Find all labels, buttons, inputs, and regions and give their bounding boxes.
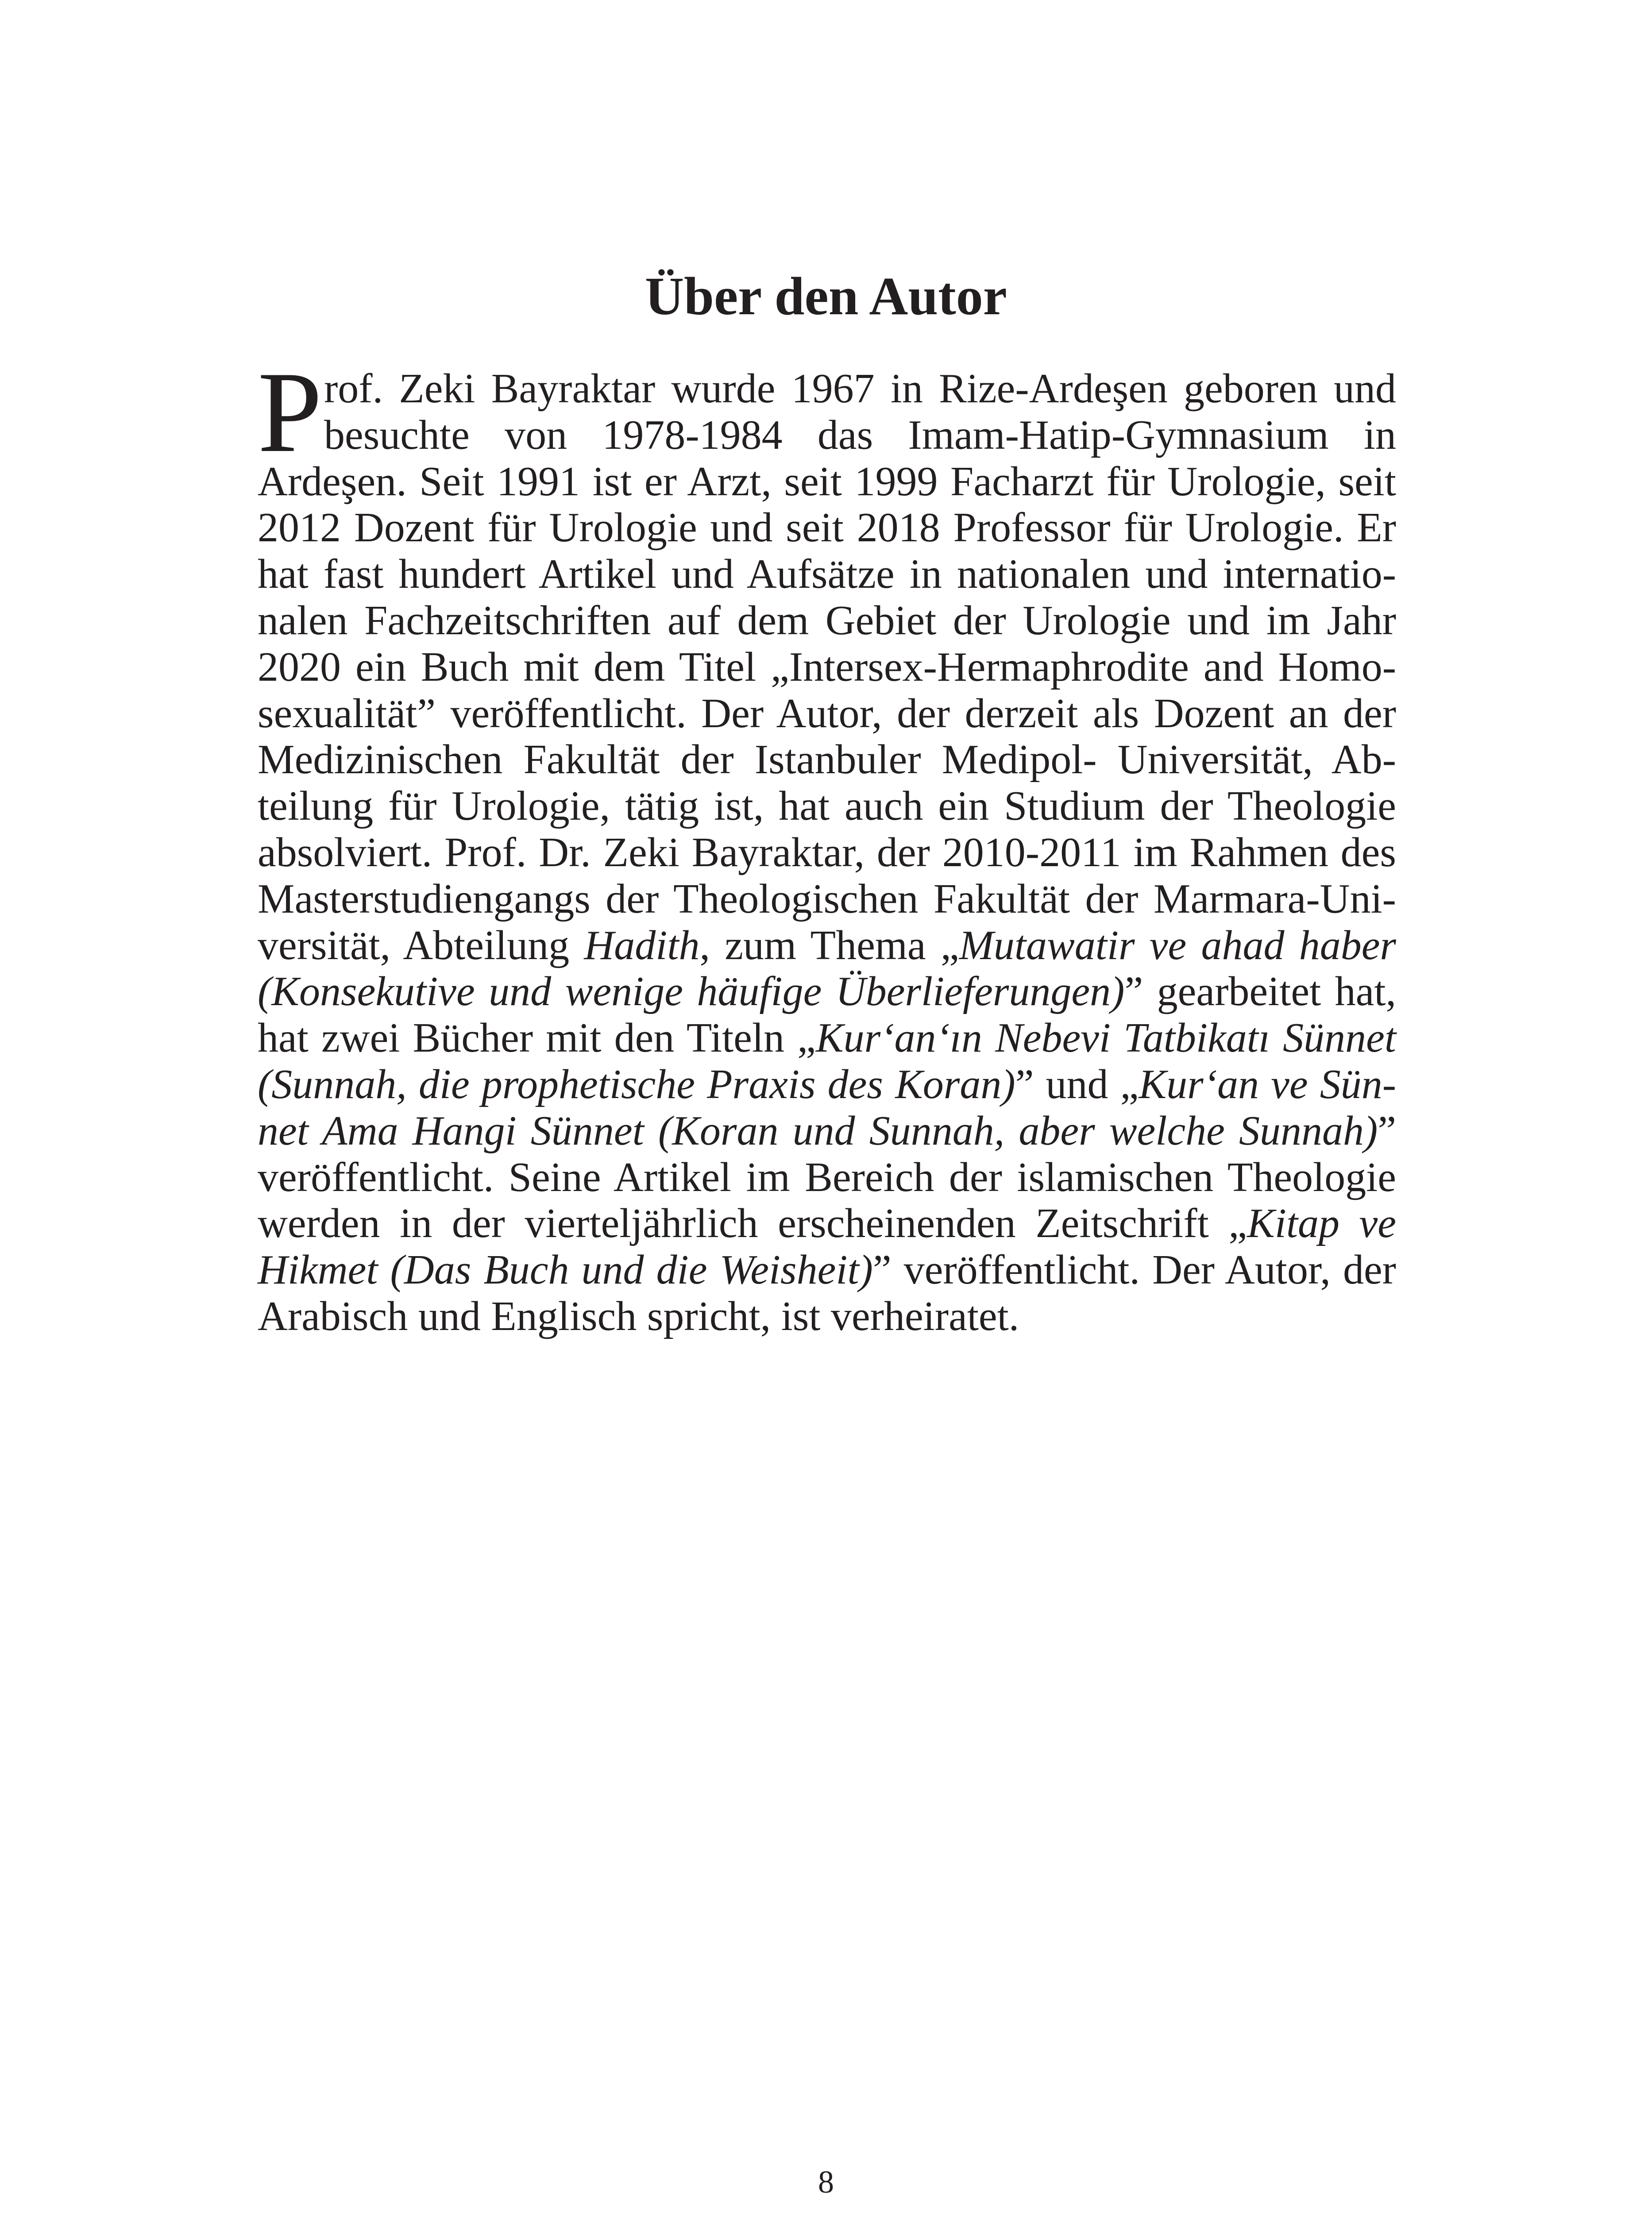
text-run: Masterstudiengangs der Theologischen Fakultät der Marmara-Uni- xyxy=(258,875,1396,922)
text-run: veröffentlicht. Seine Artikel im Bereich der islamischen Theologie xyxy=(258,1154,1396,1200)
text-run: Arabisch und Englisch spricht, ist verheiratet. xyxy=(258,1293,1019,1339)
author-biography-paragraph xyxy=(258,366,1396,1340)
text-line xyxy=(258,644,1396,690)
text-run: 2012 Dozent für Urologie und seit 2018 Professor für Urologie. Er xyxy=(258,505,1396,551)
text-run: , zum Thema „ xyxy=(699,922,959,968)
text-line xyxy=(258,412,1396,459)
text-line xyxy=(258,459,1396,505)
page-title: Über den Autor xyxy=(645,266,1007,326)
italic-title-text: Mutawatir ve ahad haber xyxy=(959,922,1396,968)
text-run: absolviert. Prof. Dr. Zeki Bayraktar, der 2010-2011 im Rahmen des xyxy=(258,829,1396,875)
text-line xyxy=(258,505,1396,551)
text-line xyxy=(258,1108,1396,1154)
italic-title-text: Kitap ve xyxy=(1247,1200,1396,1247)
text-run: ” veröffentlicht. Der Autor, der xyxy=(872,1247,1396,1293)
text-run: hat fast hundert Artikel und Aufsätze in nationalen und internatio- xyxy=(258,551,1396,598)
text-line xyxy=(258,783,1396,829)
text-line xyxy=(258,876,1396,922)
italic-title-text: Kur‘an‘ın Nebevi Tatbikatı Sünnet xyxy=(815,1015,1396,1061)
italic-title-text: (Konsekutive und wenige häufige Überlieferungen) xyxy=(258,968,1125,1015)
text-line xyxy=(258,551,1396,598)
text-run: nalen Fachzeitschriften auf dem Gebiet der Urologie und im Jahr xyxy=(258,597,1396,644)
italic-title-text: Hadith xyxy=(584,922,700,968)
text-run: ” xyxy=(1378,1107,1396,1154)
text-line xyxy=(258,1015,1396,1061)
text-line xyxy=(258,1154,1396,1201)
text-line xyxy=(258,1293,1396,1340)
text-run: Ardeşen. Seit 1991 ist er Arzt, seit 1999 Facharzt für Urologie, seit xyxy=(258,458,1396,505)
text-run: werden in der vierteljährlich erscheinenden Zeitschrift „ xyxy=(258,1200,1247,1247)
text-line xyxy=(258,690,1396,737)
text-run: teilung für Urologie, tätig ist, hat auch ein Studium der Theologie xyxy=(258,783,1396,829)
text-run: besuchte von 1978-1984 das Imam-Hatip-Gymnasium in xyxy=(324,412,1396,458)
italic-title-text: (Sunnah, die prophetische Praxis des Koran) xyxy=(258,1061,1015,1107)
text-run: 2020 ein Buch mit dem Titel „Intersex-Hermaphrodite and Homo- xyxy=(258,644,1396,690)
italic-title-text: Hikmet (Das Buch und die Weisheit) xyxy=(258,1247,873,1293)
text-run: hat zwei Bücher mit den Titeln „ xyxy=(258,1015,816,1061)
text-line xyxy=(258,1200,1396,1247)
text-run: ” gearbeitet hat, xyxy=(1124,968,1396,1015)
italic-title-text: net Ama Hangi Sünnet (Koran und Sunnah, aber welche Sunnah) xyxy=(258,1107,1378,1154)
page-number: 8 xyxy=(818,2164,834,2200)
text-run: rof. Zeki Bayraktar wurde 1967 in Rize-Ardeşen geboren und xyxy=(324,366,1396,412)
text-line xyxy=(258,598,1396,644)
text-run: Medizinischen Fakultät der Istanbuler Medipol- Universität, Ab- xyxy=(258,736,1396,783)
text-line xyxy=(258,366,1396,412)
text-line xyxy=(258,968,1396,1015)
text-line xyxy=(258,1247,1396,1293)
text-line xyxy=(258,829,1396,876)
text-run: versität, Abteilung xyxy=(258,922,584,968)
text-run: sexualität” veröffentlicht. Der Autor, der derzeit als Dozent an der xyxy=(258,690,1396,736)
text-line xyxy=(258,736,1396,783)
drop-cap-initial: P xyxy=(258,348,322,476)
text-line xyxy=(258,1061,1396,1108)
text-line xyxy=(258,922,1396,969)
text-run: ” und „ xyxy=(1015,1061,1139,1107)
italic-title-text: Kur‘an ve Sün- xyxy=(1139,1061,1397,1107)
